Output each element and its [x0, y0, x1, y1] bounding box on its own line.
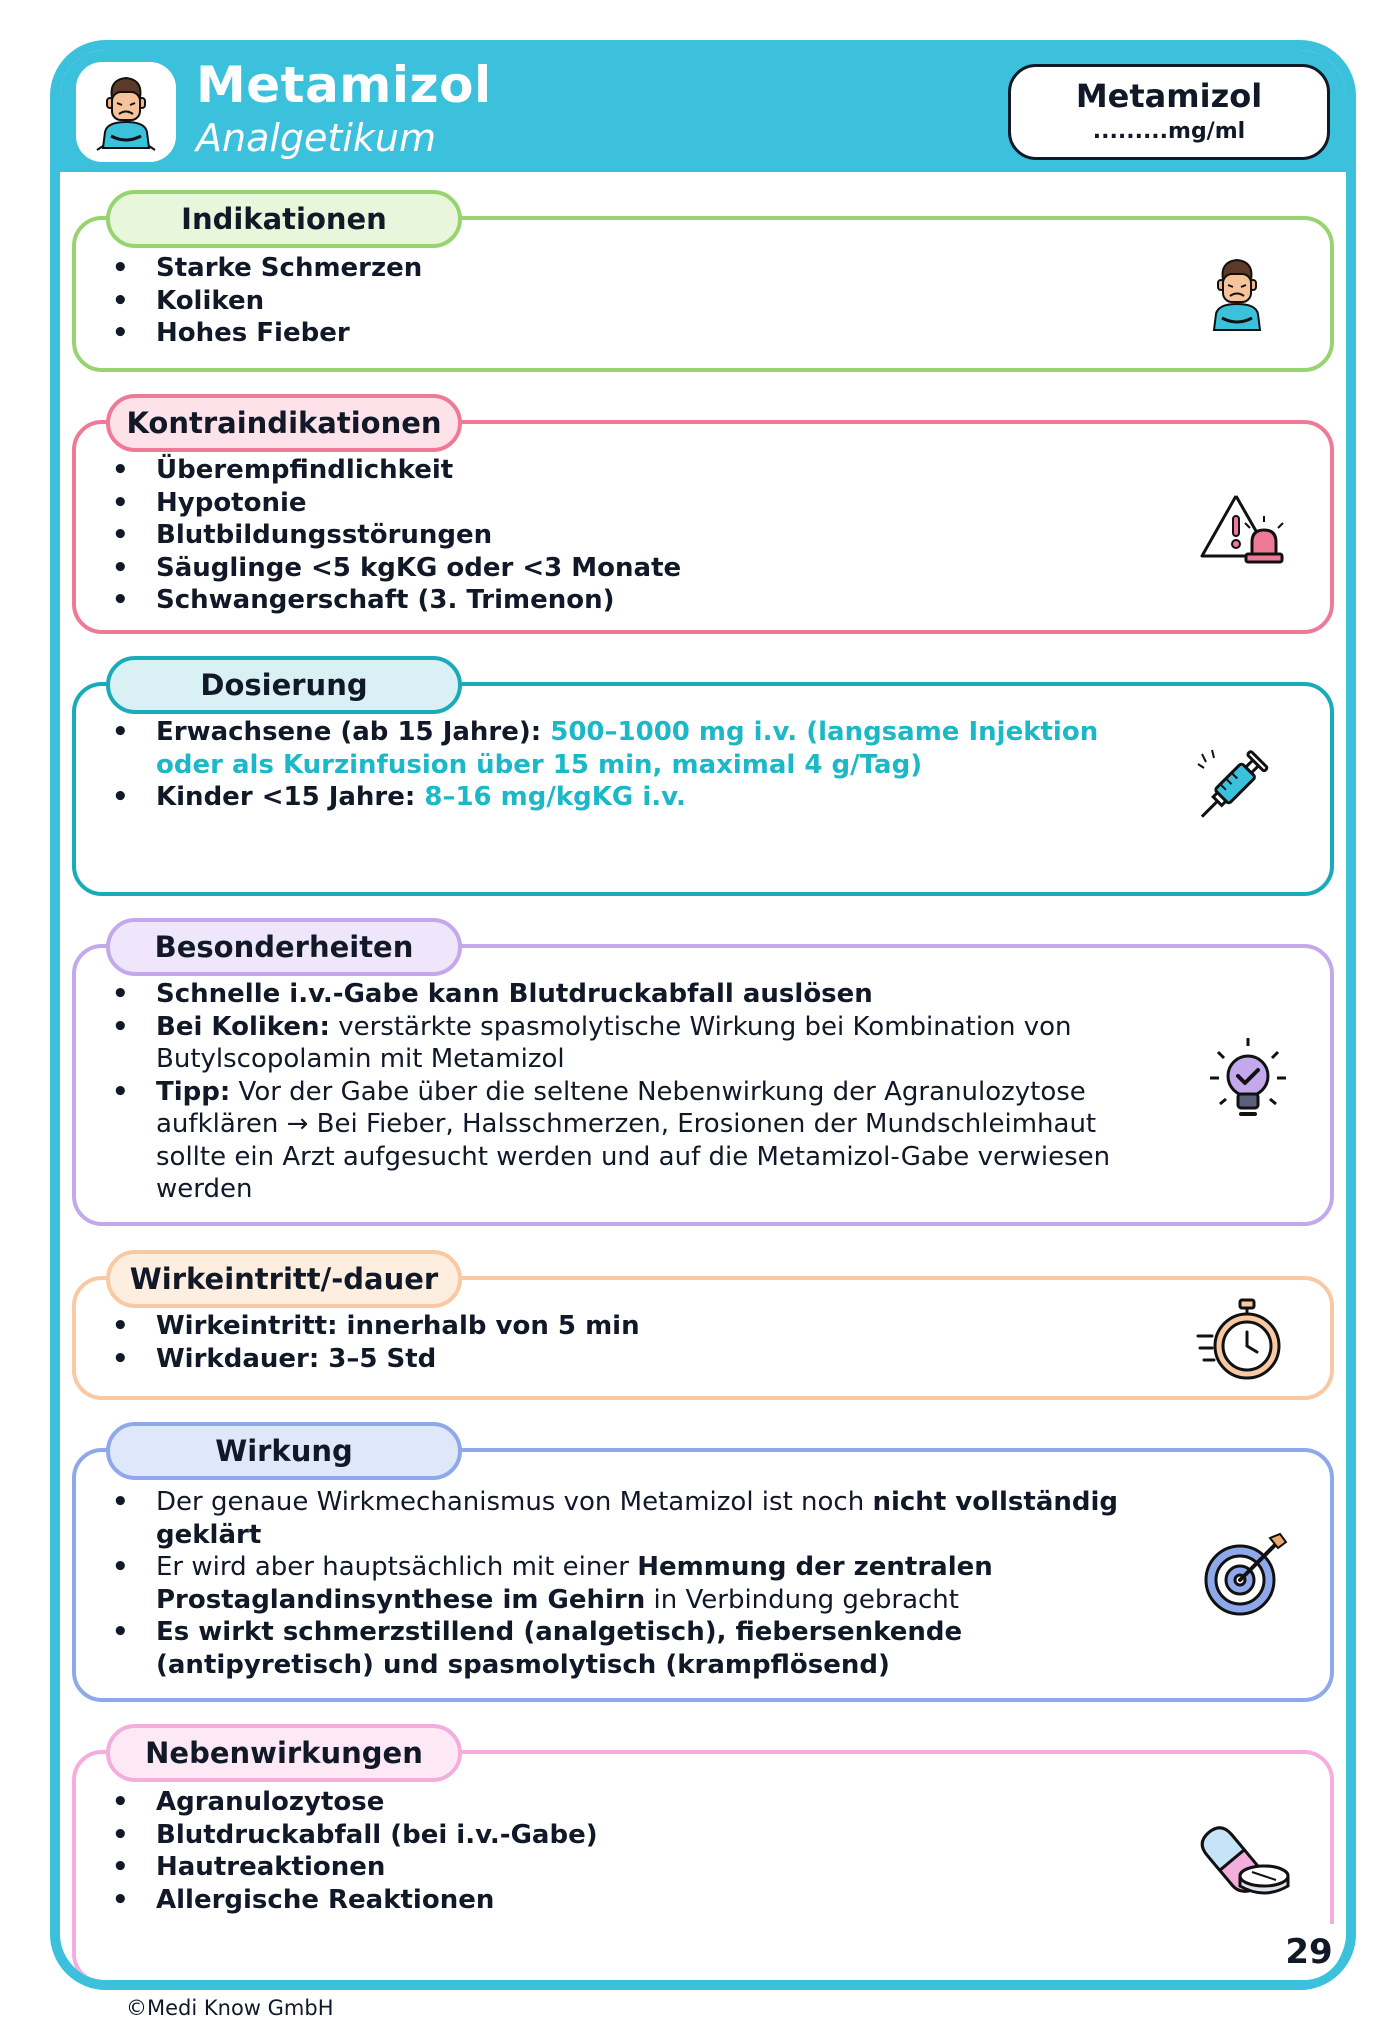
item-text: Der genaue Wirkmechanismus von Metamizol ist noch — [156, 1487, 865, 1517]
footer-copyright: ©Medi Know GmbH — [126, 1996, 334, 2020]
wirkeintritt-list — [112, 1310, 640, 1375]
dose-box — [1008, 64, 1330, 160]
list-item: • Blutdruckabfall (bei i.v.-Gabe) — [112, 1819, 598, 1852]
item-text: Vor der Gabe über die seltene Nebenwirkung der Agranulozytose aufklären → Bei Fieber, Halsschmerzen, Erosionen der Mundschleimhaut sollte ein Arzt aufgesucht werden und auf die Metamizol-Gabe verwiesen werden — [156, 1076, 1111, 1204]
dosierung-list — [112, 716, 1172, 814]
dose-value-adult: 500–1000 mg i.v. (langsame Injektion oder als Kurzinfusion über 15 min, maximal 4 g/Tag) — [156, 717, 1099, 780]
list-item: • Schwangerschaft (3. Trimenon) — [112, 584, 681, 617]
stopwatch-icon — [1196, 1296, 1288, 1386]
dose-value-child: 8–16 mg/kgKG i.v. — [424, 782, 686, 812]
list-item: • Agranulozytose — [112, 1786, 598, 1819]
section-indikationen — [72, 202, 1334, 372]
dose-label-child: Kinder <15 Jahre: — [156, 782, 416, 812]
pills-icon — [1198, 1814, 1294, 1904]
section-title-nebenwirkungen: Nebenwirkungen — [106, 1724, 462, 1782]
list-item — [112, 1486, 1172, 1551]
dose-unit-field[interactable]: .........mg/ml — [1092, 119, 1246, 144]
item-text: verstärkte spasmolytische Wirkung bei Kombination von Butylscopolamin mit Metamizol — [156, 1011, 1072, 1074]
list-item: • Säuglinge <5 kgKG oder <3 Monate — [112, 552, 681, 585]
nebenwirkungen-list — [112, 1786, 598, 1916]
section-kontraindikationen — [72, 406, 1334, 634]
item-tail: in Verbindung gebracht — [653, 1584, 959, 1615]
avatar — [76, 62, 176, 162]
list-item — [112, 1011, 1172, 1076]
section-title-dosierung: Dosierung — [106, 656, 462, 714]
list-item — [112, 1551, 1172, 1616]
page-title: Metamizol — [196, 56, 492, 114]
syringe-icon — [1188, 742, 1278, 832]
section-title-wirkeintritt: Wirkeintritt/-dauer — [106, 1250, 462, 1308]
dose-drug-name: Metamizol — [1075, 77, 1263, 115]
section-title-kontraindikationen: Kontraindikationen — [106, 394, 462, 452]
list-item: • Blutbildungsstörungen — [112, 519, 681, 552]
list-item — [112, 781, 1172, 814]
lightbulb-check-icon — [1206, 1034, 1290, 1124]
item-bold: nicht vollständig geklärt — [156, 1487, 1119, 1550]
list-item: • Koliken — [112, 285, 422, 318]
drug-card — [50, 40, 1356, 1990]
item-label: Bei Koliken: — [156, 1011, 330, 1042]
dose-label-adult: Erwachsene (ab 15 Jahre): — [156, 717, 542, 747]
list-item — [112, 716, 1172, 781]
kontraindikationen-list — [112, 454, 681, 617]
item-text: Er wird aber hauptsächlich mit einer — [156, 1552, 629, 1582]
pain-person-icon — [1204, 250, 1270, 338]
card-header — [60, 50, 1346, 172]
section-nebenwirkungen — [72, 1736, 1334, 1984]
list-item: • Es wirkt schmerzstillend (analgetisch), fiebersenkende (antipyretisch) und spasmolytisch (krampflösend) — [112, 1616, 1172, 1681]
list-item: • Wirkdauer: 3–5 Std — [112, 1343, 640, 1376]
pain-person-icon — [93, 72, 159, 152]
list-item: • Hautreaktionen — [112, 1851, 598, 1884]
section-title-besonderheiten: Besonderheiten — [106, 918, 462, 976]
wirkung-list — [112, 1486, 1172, 1681]
page-subtitle: Analgetikum — [196, 116, 436, 160]
section-wirkeintritt — [72, 1262, 1334, 1400]
list-item: • Starke Schmerzen — [112, 252, 422, 285]
section-dosierung — [72, 668, 1334, 896]
target-icon — [1200, 1532, 1292, 1620]
list-item: • Überempfindlichkeit — [112, 454, 681, 487]
list-item: • Hohes Fieber — [112, 317, 422, 350]
section-title-wirkung: Wirkung — [106, 1422, 462, 1480]
besonderheiten-list — [112, 978, 1172, 1206]
section-title-indikationen: Indikationen — [106, 190, 462, 248]
list-item: • Allergische Reaktionen — [112, 1884, 598, 1917]
list-item — [112, 1076, 1172, 1206]
section-besonderheiten — [72, 930, 1334, 1226]
list-item: • Schnelle i.v.-Gabe kann Blutdruckabfall auslösen — [112, 978, 1172, 1011]
warning-alarm-icon — [1198, 490, 1284, 566]
item-label: Tipp: — [156, 1076, 231, 1107]
page-number: 29 — [1274, 1924, 1344, 1980]
list-item: • Wirkeintritt: innerhalb von 5 min — [112, 1310, 640, 1343]
list-item: • Hypotonie — [112, 487, 681, 520]
item-bold: Hemmung der zentralen Prostaglandinsynthese im Gehirn — [156, 1552, 993, 1615]
indikationen-list — [112, 252, 422, 350]
section-wirkung — [72, 1434, 1334, 1702]
